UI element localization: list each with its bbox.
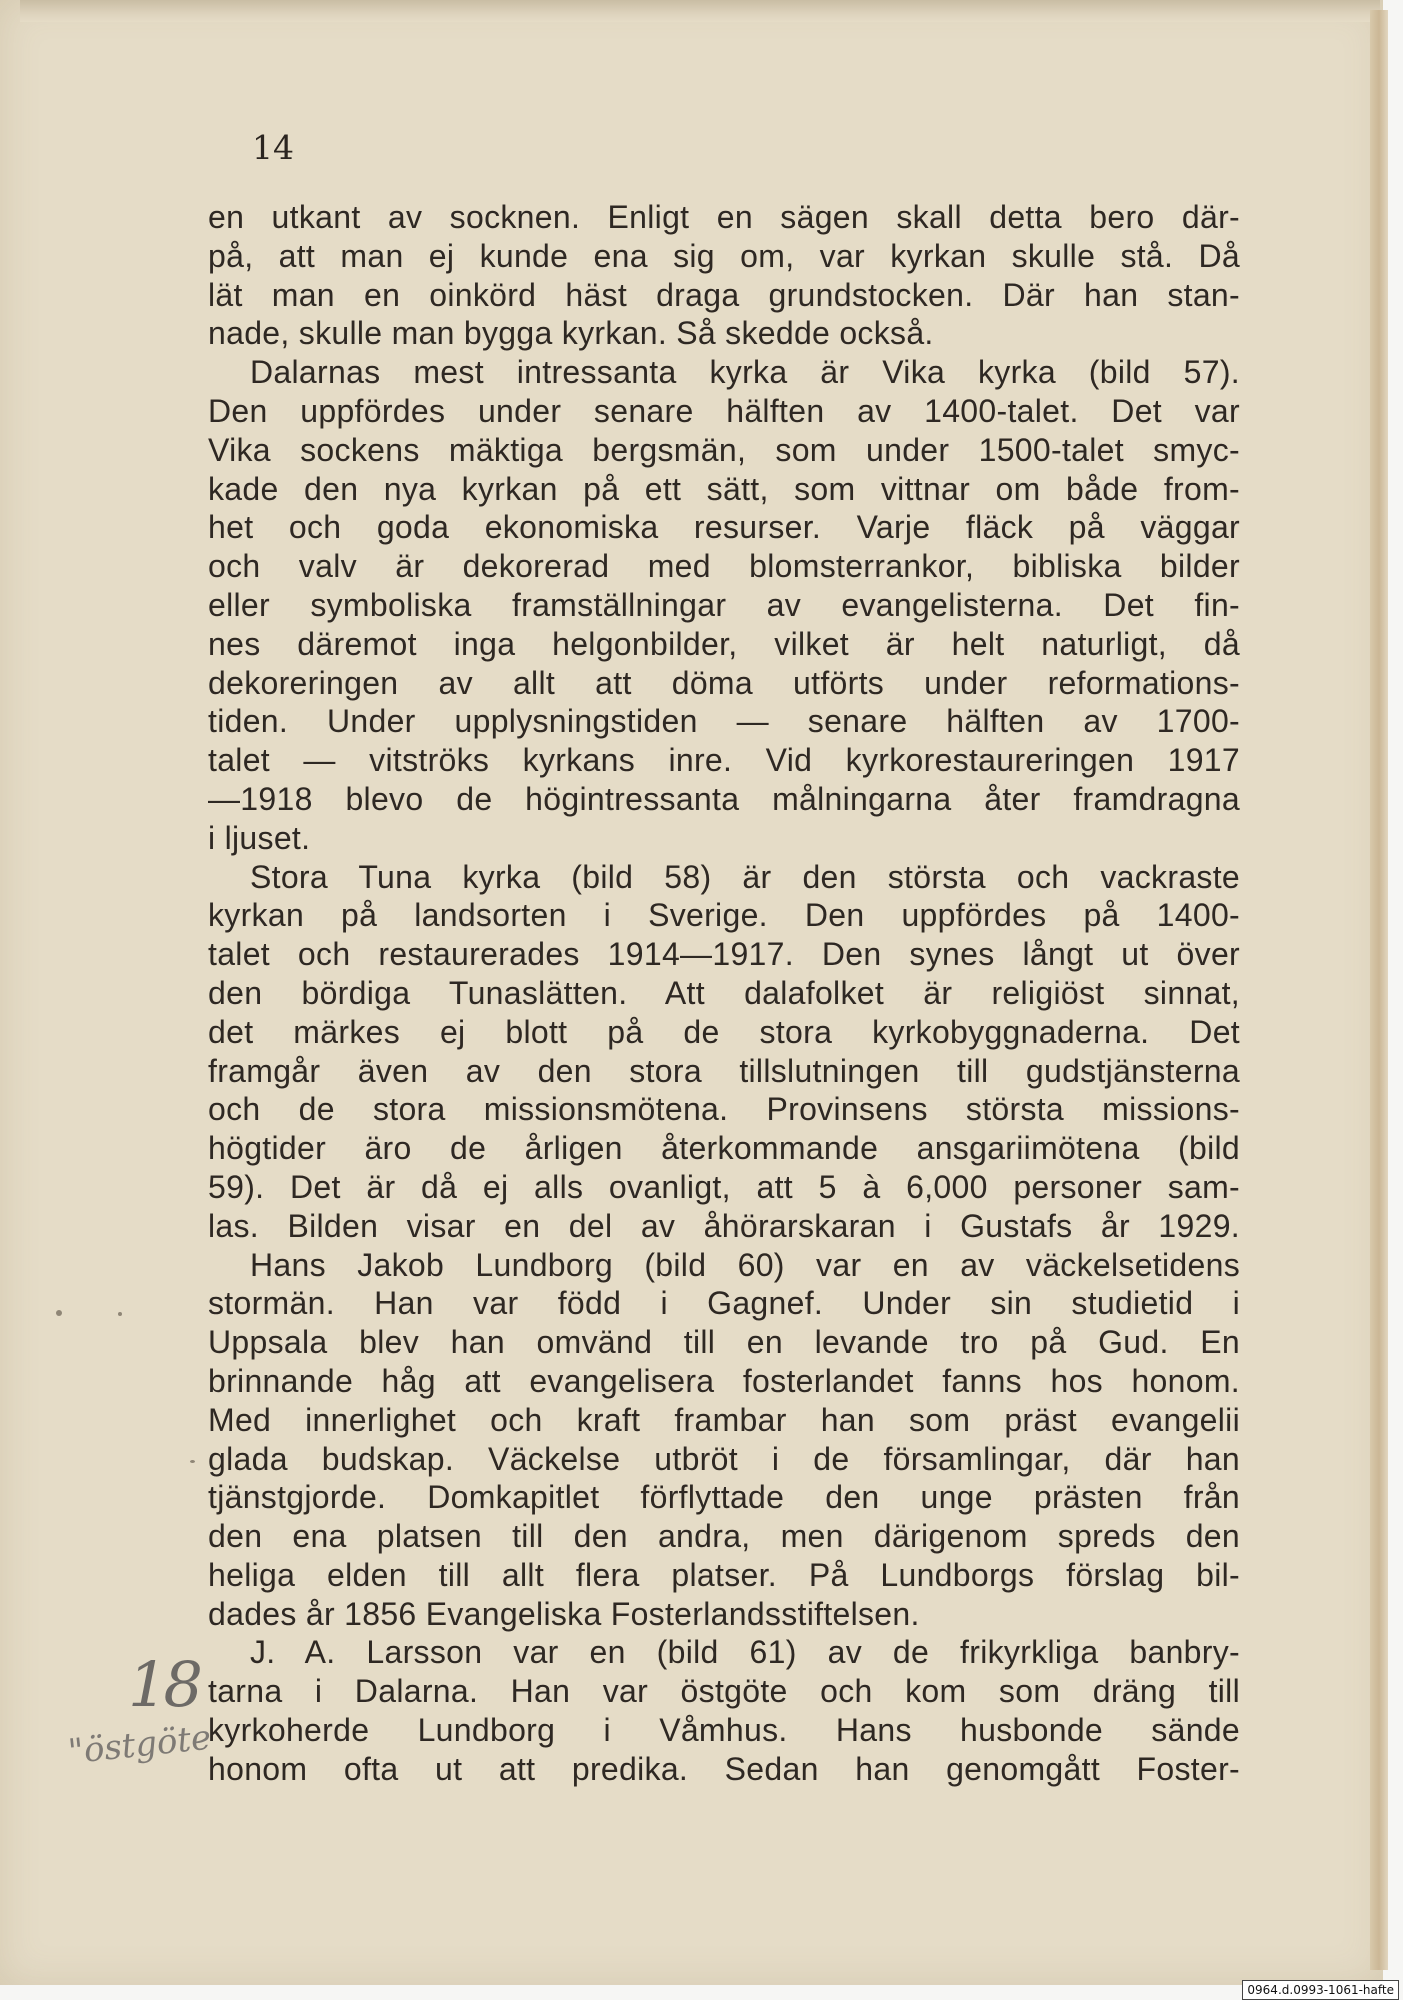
text-line: het och goda ekonomiska resurser. Varje fläck på väggar <box>208 509 1240 546</box>
text-line: las. Bilden visar en del av åhörarskaran i Gustafs år 1929. <box>208 1207 1240 1244</box>
text-line: Vika sockens mäktiga bergsmän, som under 1500-talet smyc- <box>208 431 1240 468</box>
text-line: nes däremot inga helgonbilder, vilket är helt naturligt, då <box>208 625 1240 662</box>
text-line: eller symboliska framställningar av evangelisterna. Det fin- <box>208 586 1240 623</box>
text-line: och de stora missionsmötena. Provinsens största missions- <box>208 1091 1240 1128</box>
text-line: —1918 blevo de högintressanta målningarna åter framdragna <box>208 780 1240 817</box>
text-line: dekoreringen av allt att döma utförts under reformations- <box>208 664 1240 701</box>
speck <box>56 1310 62 1316</box>
body-text <box>208 198 1240 1789</box>
text-line: Med innerlighet och kraft frambar han som präst evangelii <box>208 1401 1240 1438</box>
text-line: på, att man ej kunde ena sig om, var kyrkan skulle stå. Då <box>208 237 1240 274</box>
text-line: och valv är dekorerad med blomsterrankor, bibliska bilder <box>208 548 1240 585</box>
text-line: kade den nya kyrkan på ett sätt, som vittnar om både from- <box>208 470 1240 507</box>
text-line: talet och restaurerades 1914—1917. Den synes långt ut över <box>208 936 1240 973</box>
text-line: i ljuset. <box>208 819 311 856</box>
text-line: kyrkan på landsorten i Sverige. Den uppfördes på 1400- <box>208 897 1240 934</box>
archive-label: 0964.d.0993-1061-hafte <box>1242 1980 1399 2000</box>
text-line: heliga elden till allt flera platser. På Lundborgs förslag bil- <box>208 1556 1240 1593</box>
text-line: stormän. Han var född i Gagnef. Under sin studietid i <box>208 1285 1240 1322</box>
text-line: Stora Tuna kyrka (bild 58) är den största och vackraste <box>250 858 1240 895</box>
text-line: högtider äro de årligen återkommande ansgariimötena (bild <box>208 1130 1240 1167</box>
text-line: kyrkoherde Lundborg i Våmhus. Hans husbonde sände <box>208 1712 1240 1749</box>
handwritten-note: "östgöte <box>66 1717 213 1773</box>
speck <box>190 1460 195 1463</box>
handwritten-number: 18 <box>128 1648 199 1721</box>
text-line: Uppsala blev han omvänd till en levande tro på Gud. En <box>208 1324 1240 1361</box>
text-line: tiden. Under upplysningstiden — senare hälften av 1700- <box>208 703 1240 740</box>
text-line: Den uppfördes under senare hälften av 1400-talet. Det var <box>208 392 1240 429</box>
text-line: lät man en oinkörd häst draga grundstocken. Där han stan- <box>208 276 1240 313</box>
text-line: dades år 1856 Evangeliska Fosterlandsstiftelsen. <box>208 1595 920 1632</box>
text-line: J. A. Larsson var en (bild 61) av de frikyrkliga banbry- <box>250 1634 1240 1671</box>
text-line: Dalarnas mest intressanta kyrka är Vika kyrka (bild 57). <box>250 354 1240 391</box>
text-line: den bördiga Tunaslätten. Att dalafolket är religiöst sinnat, <box>208 974 1240 1011</box>
text-line: talet — vitströks kyrkans inre. Vid kyrkorestaureringen 1917 <box>208 742 1240 779</box>
text-line: framgår även av den stora tillslutningen till gudstjänsterna <box>208 1052 1240 1089</box>
text-line: 59). Det är då ej alls ovanligt, att 5 à 6,000 personer sam- <box>208 1168 1240 1205</box>
text-line: brinnande håg att evangelisera fosterlandet fanns hos honom. <box>208 1362 1240 1399</box>
page-top-edge <box>20 0 1380 22</box>
text-line: nade, skulle man bygga kyrkan. Så skedde också. <box>208 315 934 352</box>
page-number: 14 <box>252 128 294 167</box>
text-line: tjänstgjorde. Domkapitlet förflyttade den unge prästen från <box>208 1479 1240 1516</box>
page-stack-edge <box>1370 10 1388 1970</box>
text-line: Hans Jakob Lundborg (bild 60) var en av väckelsetidens <box>250 1246 1240 1283</box>
text-line: en utkant av socknen. Enligt en sägen skall detta bero där- <box>208 199 1240 235</box>
speck <box>118 1312 122 1316</box>
text-line: det märkes ej blott på de stora kyrkobyggnaderna. Det <box>208 1013 1240 1050</box>
text-line: den ena platsen till den andra, men därigenom spreds den <box>208 1518 1240 1555</box>
text-line: honom ofta ut att predika. Sedan han genomgått Foster- <box>208 1750 1240 1787</box>
text-line: tarna i Dalarna. Han var östgöte och kom som dräng till <box>208 1673 1240 1710</box>
text-line: glada budskap. Väckelse utbröt i de församlingar, där han <box>208 1440 1240 1477</box>
